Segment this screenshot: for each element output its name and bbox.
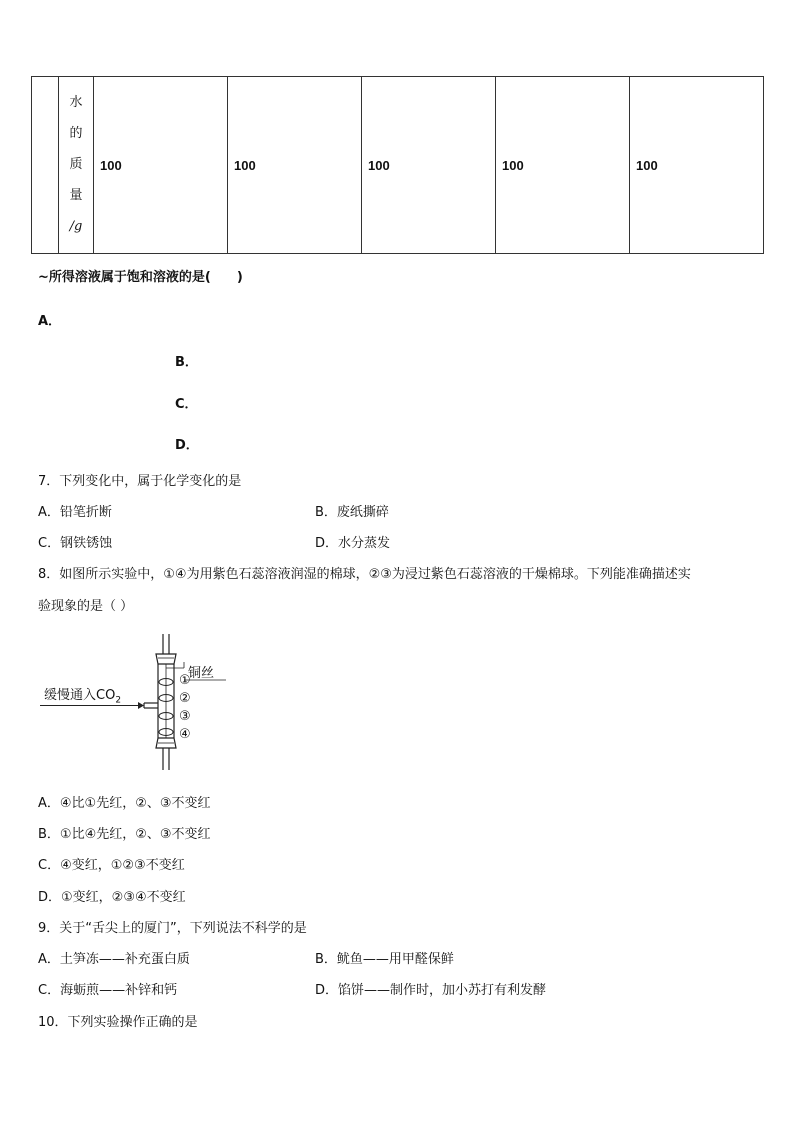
q9-option-a: A．土笋冻——补充蛋白质 <box>38 952 190 967</box>
copper-wire-label: 铜丝 <box>188 666 215 681</box>
q7-option-d: D．水分蒸发 <box>315 536 391 551</box>
q9-option-d: D．馅饼——制作时，加小苏打有利发酵 <box>315 983 547 998</box>
q7-option-b: B．废纸撕碎 <box>315 505 389 520</box>
q7-option-c: C．钢铁锈蚀 <box>38 536 113 551</box>
q8-option-a: A．④比①先红，②、③不变红 <box>38 796 211 811</box>
q9-option-b: B．鱿鱼——用甲醛保鲜 <box>315 952 454 967</box>
q8-stem-line2: 验现象的是（ ） <box>38 599 134 614</box>
row-label-unit: /g <box>69 219 83 234</box>
row-label-char: 质 <box>69 157 83 172</box>
q9-option-c: C．海蛎煎——补锌和钙 <box>38 983 178 998</box>
table-cell: 100 <box>630 77 764 254</box>
row-label-char: 量 <box>69 188 83 203</box>
q6-option-b: B． <box>175 355 198 370</box>
q6-option-a: A． <box>38 314 62 329</box>
marker-3: ③ <box>179 709 191 724</box>
table-cell: 100 <box>362 77 496 254</box>
apparatus-figure <box>38 632 278 772</box>
q6-option-d: D． <box>175 438 199 453</box>
q6-option-c: C． <box>175 397 198 412</box>
table-cell: 100 <box>228 77 362 254</box>
row-label-char: 的 <box>69 126 83 141</box>
marker-1: ① <box>179 673 191 688</box>
q10-stem: 10．下列实验操作正确的是 <box>38 1015 198 1030</box>
row-label-cell <box>59 77 94 254</box>
q8-option-d: D．①变红，②③④不变红 <box>38 890 186 905</box>
marker-4: ④ <box>179 727 191 742</box>
table-cell: 100 <box>496 77 630 254</box>
data-table <box>31 76 764 254</box>
table-cell: 100 <box>94 77 228 254</box>
table-row <box>32 77 764 254</box>
co2-inlet-label: 缓慢通入$CO_2$ <box>44 688 122 706</box>
q8-option-c: C．④变红，①②③不变红 <box>38 858 185 873</box>
q8-option-b: B．①比④先红，②、③不变红 <box>38 827 211 842</box>
q8-stem-line1: 8．如图所示实验中，①④为用紫色石蕊溶液润湿的棉球，②③为浸过紫色石蕊溶液的干燥棉球。下列能准确描述实 <box>38 567 691 582</box>
q9-stem: 9．关于“舌尖上的厦门”，下列说法不科学的是 <box>38 921 307 936</box>
row-label-char: 水 <box>69 95 83 110</box>
q7-option-a: A．铅笔折断 <box>38 505 112 520</box>
marker-2: ② <box>179 691 191 706</box>
table-blank-cell <box>32 77 59 254</box>
q7-stem: 7．下列变化中，属于化学变化的是 <box>38 474 242 489</box>
q6-stem: ~所得溶液属于饱和溶液的是( ) <box>38 270 243 285</box>
